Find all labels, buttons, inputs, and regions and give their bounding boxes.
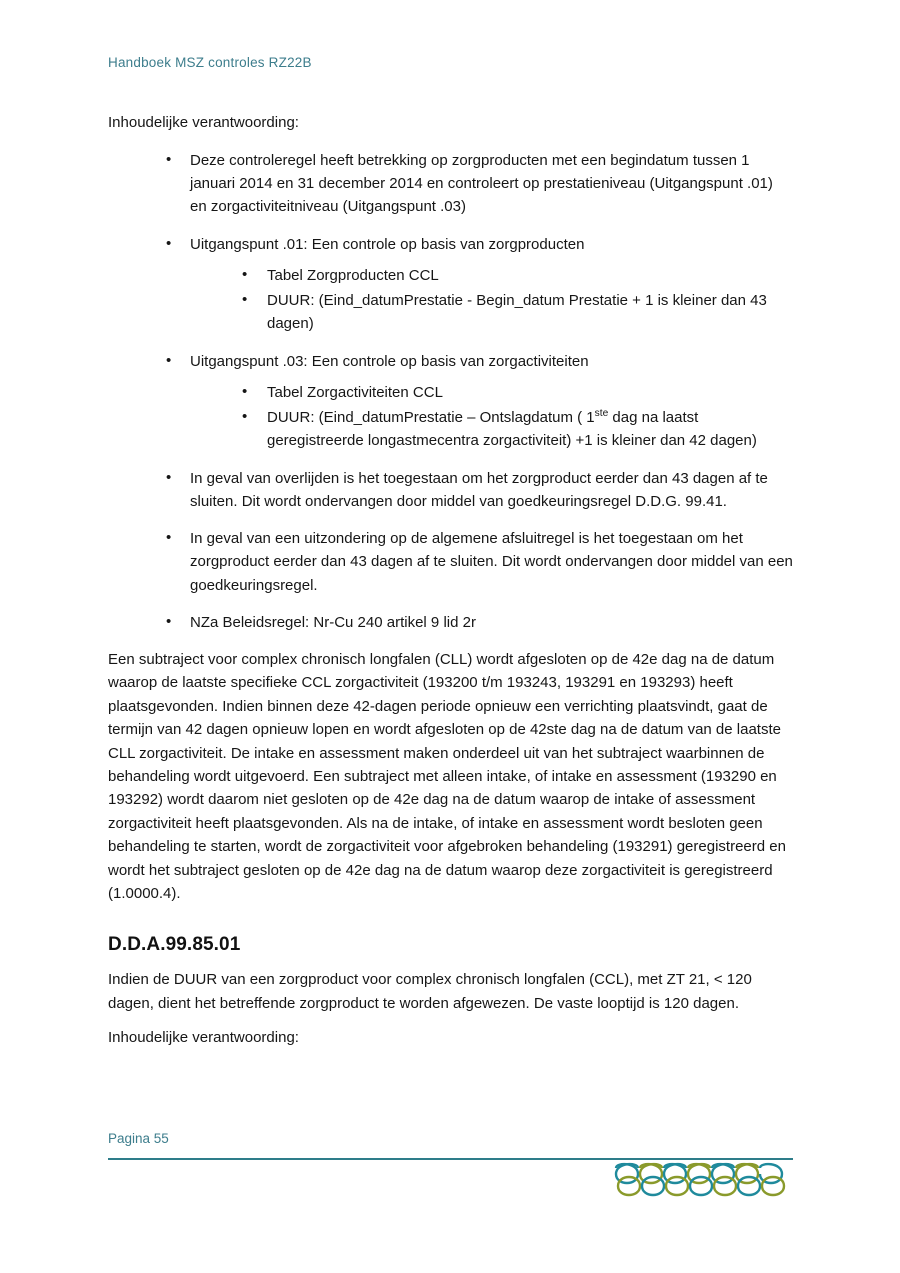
page-number: Pagina 55	[108, 1131, 169, 1146]
bullet-text: NZa Beleidsregel: Nr-Cu 240 artikel 9 lid 2r	[190, 613, 476, 631]
body-paragraph: Een subtraject voor complex chronisch longfalen (CLL) wordt afgesloten op de 42e dag na de datum waarop de laatste specifieke CCL zorgactiviteit (193200 t/m 193243, 193291 en 193293) heeft plaatsgevonden. Indien binnen deze 42-dagen periode opnieuw een verrichting plaatsvindt, gaat de termijn van 42 dagen opnieuw lopen en wordt afgesloten op de 42ste dag na de datum van de laatste CLL zorgactiviteit. De intake en assessment maken onderdeel uit van het subtraject waarbinnen de behandeling wordt uitgevoerd. Een subtraject met alleen intake, of intake en assessment (193290 en 193292) wordt daarom niet gesloten op de 42e dag na de datum waarop de intake of assessment zorgactiviteit heeft plaatsgevonden. Als na de intake, of intake en assessment wordt besloten geen behandeling te starten, wordt de zorgactiviteit voor afgebroken behandeling (193291) geregistreerd en wordt het subtraject gesloten op de 42e dag na de datum waarop deze zorgactiviteit is geregistreerd (1.0000.4).	[108, 651, 786, 902]
document-body	[108, 112, 793, 1064]
section-title: D.D.A.99.85.01	[108, 934, 241, 956]
list-item	[190, 289, 793, 336]
bullet-text: In geval van overlijden is het toegestaan om het zorgproduct eerder dan 43 dagen af te sluiten. Dit wordt ondervangen door middel van goedkeuringsregel D.D.G. 99.41.	[190, 469, 768, 510]
bullet-text: Uitgangspunt .03: Een controle op basis van zorgactiviteiten	[190, 352, 589, 370]
bullet-list-level2	[190, 264, 793, 336]
bullet-text-pre: DUUR: (Eind_datumPrestatie – Ontslagdatum ( 1	[267, 409, 595, 427]
bullet-text: DUUR: (Eind_datumPrestatie - Begin_datum Prestatie + 1 is kleiner dan 43 dagen)	[267, 292, 767, 333]
bullet-text: Deze controleregel heeft betrekking op zorgproducten met een begindatum tussen 1 januari 2014 en 31 december 2014 en controleert op prestatieniveau (Uitgangspunt .01) en zorgactiviteitniveau (Uitgangspunt .03)	[190, 151, 773, 216]
list-item	[190, 406, 793, 453]
bullet-text-post: dag na laatst geregistreerde longastmecentra zorgactiviteit) +1 is kleiner dan 42 dagen)	[267, 409, 757, 450]
closing-label: Inhoudelijke verantwoording:	[108, 1029, 299, 1046]
nested-group	[190, 381, 793, 453]
superscript-ste: ste	[594, 408, 609, 420]
bullet-text: Tabel Zorgactiviteiten CCL	[267, 383, 443, 401]
bullet-text: In geval van een uitzondering op de algemene afsluitregel is het toegestaan om het zorgproduct eerder dan 43 dagen af te sluiten. Dit wordt ondervangen door middel van een goedkeuringsregel.	[190, 530, 793, 594]
document-header: Handboek MSZ controles RZ22B	[108, 55, 312, 70]
intro-label: Inhoudelijke verantwoording:	[108, 114, 299, 131]
list-item	[190, 264, 793, 287]
spacer	[108, 1017, 793, 1027]
bullet-text: Uitgangspunt .01: Een controle op basis van zorgproducten	[190, 235, 585, 253]
bullet-text: Tabel Zorgproducten CCL	[267, 266, 439, 284]
bullet-list-level2	[190, 381, 793, 453]
logo-icon	[612, 1160, 792, 1212]
list-item	[108, 467, 793, 514]
nested-group	[190, 264, 793, 336]
list-item	[108, 611, 793, 634]
list-item	[190, 381, 793, 404]
list-item	[108, 233, 793, 336]
list-item	[108, 149, 793, 219]
list-item	[108, 527, 793, 597]
list-item	[108, 350, 793, 453]
section-paragraph: Indien de DUUR van een zorgproduct voor complex chronisch longfalen (CCL), met ZT 21, < 120 dagen, dient het betreffende zorgproduct te worden afgewezen. De vaste looptijd is 120 dagen.	[108, 971, 752, 1012]
bullet-list-level1	[108, 149, 793, 634]
